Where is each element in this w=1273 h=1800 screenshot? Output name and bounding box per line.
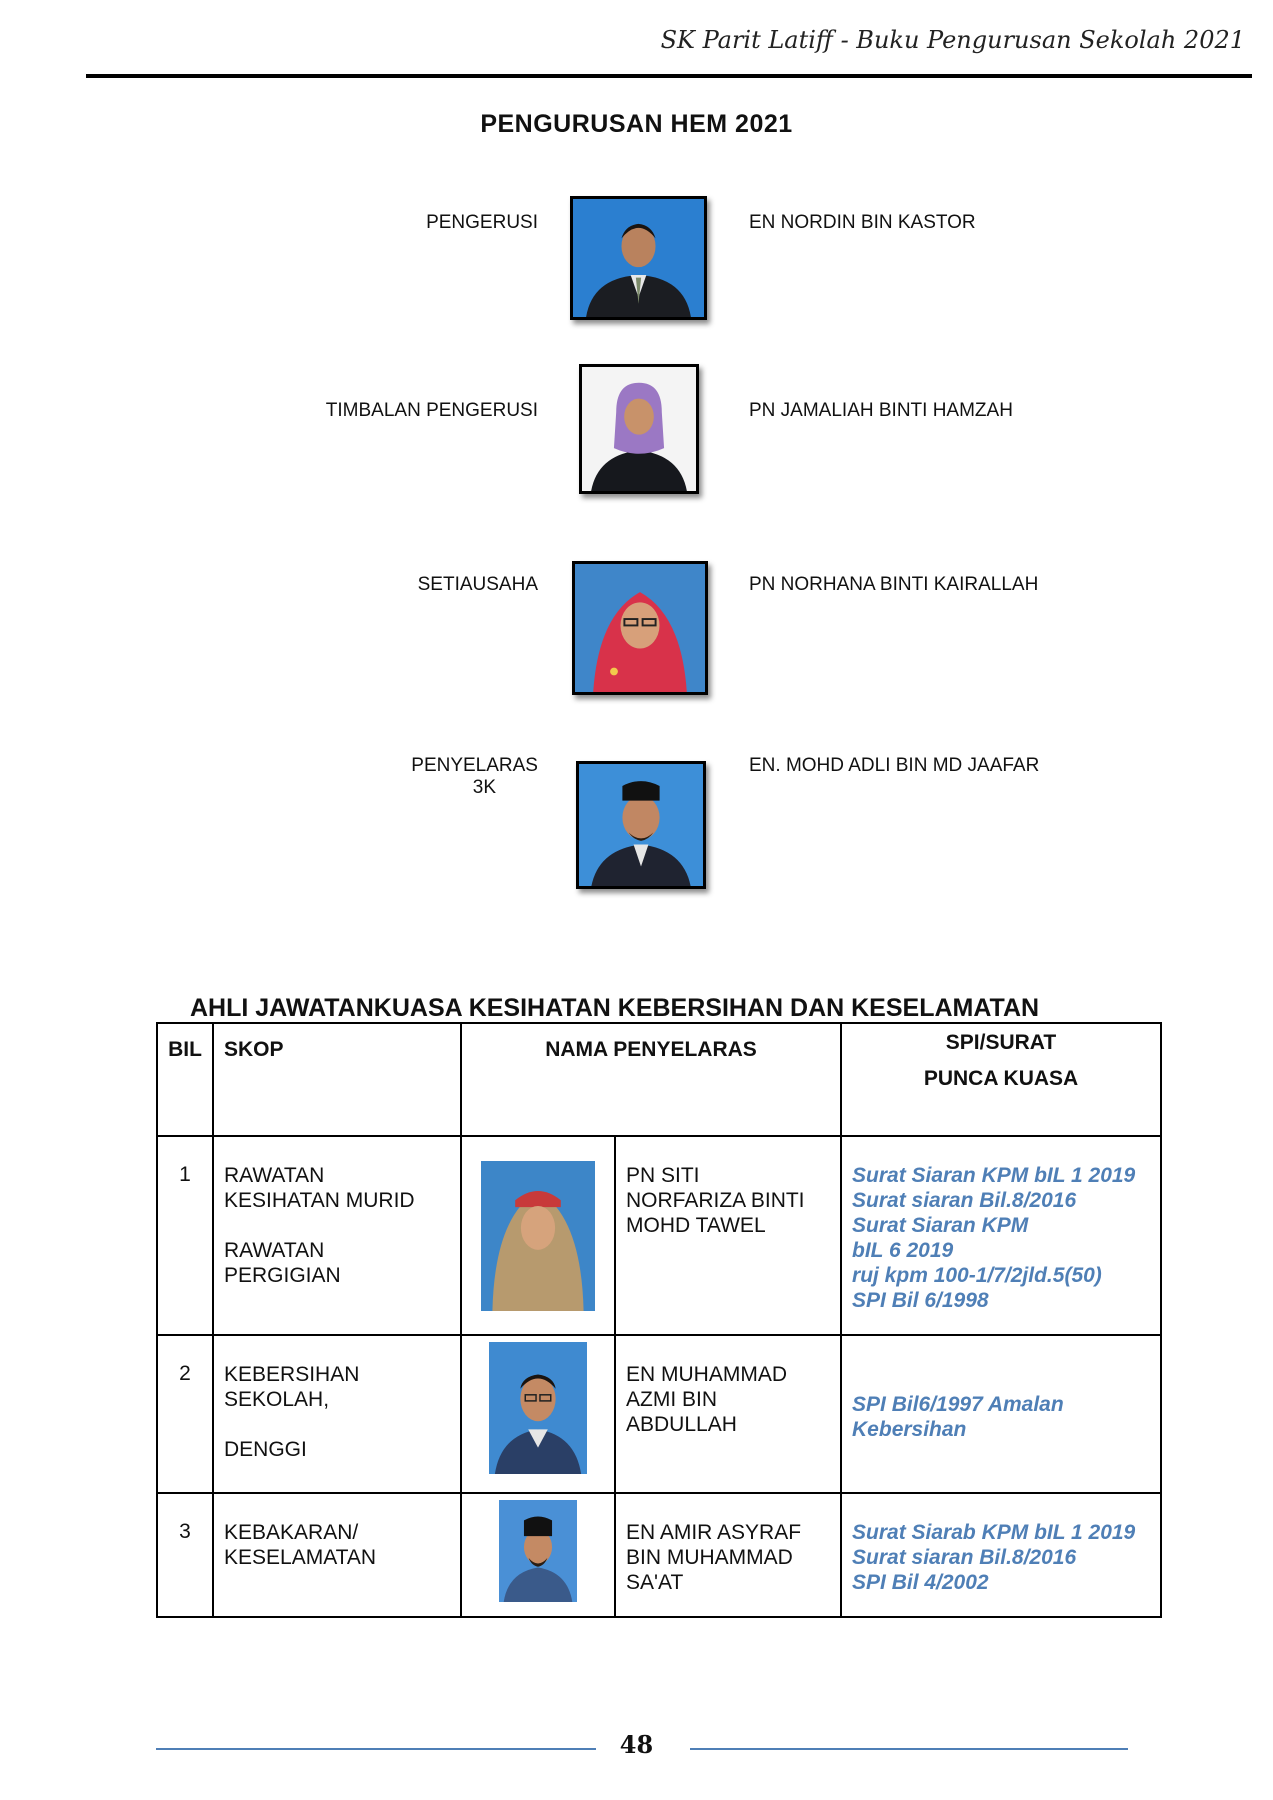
name-line: AZMI BIN [626,1388,718,1411]
row-photo-cell [461,1493,615,1617]
name-line: BIN MUHAMMAD [626,1546,793,1569]
ref-line: SPI Bil 6/1998 [852,1289,989,1312]
ref-line: Surat Siarab KPM bIL 1 2019 [852,1521,1136,1544]
row-name [615,1335,841,1493]
name-line: MOHD TAWEL [626,1214,766,1237]
skop-line: KEBAKARAN/ [224,1521,359,1544]
ref-line: Kebersihan [852,1418,967,1441]
header-spi-line1: SPI/SURAT [945,1031,1057,1054]
page-number: 48 [619,1730,654,1759]
woman-portrait-icon [481,1161,595,1311]
ref-line: Surat Siaran KPM [852,1214,1029,1237]
skop-line: KESIHATAN MURID [224,1189,415,1212]
name-line: ABDULLAH [626,1413,737,1436]
table-header-row [157,1023,1161,1136]
skop-line: PERGIGIAN [224,1264,341,1287]
name-line: NORFARIZA BINTI [626,1189,805,1212]
document-header: SK Parit Latiff - Buku Pengurusan Sekolah 2021 [660,26,1245,54]
ref-line: Surat Siaran KPM bIL 1 2019 [852,1164,1136,1187]
skop-line: SEKOLAH, [224,1388,330,1411]
woman-portrait-icon [579,364,699,494]
name-line: EN MUHAMMAD [626,1363,787,1386]
name-line: EN AMIR ASYRAF [626,1521,802,1544]
name-line: PN SITI [626,1164,700,1187]
row-skop [213,1335,461,1493]
man-portrait-icon [576,761,706,889]
role-label: TIMBALAN PENGERUSI [325,400,538,421]
header-skop: SKOP [213,1023,461,1136]
ref-line: Surat siaran Bil.8/2016 [852,1546,1077,1569]
row-name [615,1136,841,1335]
row-photo-cell [461,1136,615,1335]
committee-title: AHLI JAWATANKUASA KESIHATAN KEBERSIHAN DAN KESELAMATAN [190,994,1040,1022]
header-spi [841,1023,1161,1136]
header-nama: NAMA PENYELARAS [461,1023,841,1136]
man-portrait-icon [489,1342,587,1474]
row-refs [841,1493,1161,1617]
skop-line: RAWATAN [224,1164,325,1187]
ref-line: SPI Bil6/1997 Amalan [852,1393,1064,1416]
row-refs [841,1335,1161,1493]
committee-table [156,1022,1162,1618]
header-divider [86,74,1252,78]
person-name: PN JAMALIAH BINTI HAMZAH [749,400,1013,421]
woman-portrait-icon [572,561,708,695]
ref-line: bIL 6 2019 [852,1239,954,1262]
row-refs [841,1136,1161,1335]
ref-line: Surat siaran Bil.8/2016 [852,1189,1077,1212]
table-row [157,1136,1161,1335]
man-portrait-icon [499,1500,577,1602]
person-name: PN NORHANA BINTI KAIRALLAH [749,574,1039,595]
page-title: PENGURUSAN HEM 2021 [480,110,793,138]
header-bil: BIL [157,1023,213,1136]
row-bil: 2 [157,1335,213,1493]
row-skop [213,1493,461,1617]
role-label-line1: PENYELARAS [411,755,538,776]
ref-line: ruj kpm 100-1/7/2jld.5(50) [852,1264,1102,1287]
row-bil: 3 [157,1493,213,1617]
role-label [238,755,538,799]
person-name: EN NORDIN BIN KASTOR [749,212,976,233]
role-label: PENGERUSI [426,212,538,233]
spacer [224,1213,450,1238]
skop-line: KESELAMATAN [224,1546,377,1569]
table-row [157,1493,1161,1617]
ref-line: SPI Bil 4/2002 [852,1571,989,1594]
row-skop [213,1136,461,1335]
row-bil: 1 [157,1136,213,1335]
name-line: SA'AT [626,1571,684,1594]
skop-line: KEBERSIHAN [224,1363,360,1386]
row-photo-cell [461,1335,615,1493]
skop-line: RAWATAN [224,1239,325,1262]
skop-line: DENGGI [224,1438,307,1461]
role-label-line2: 3K [472,777,496,798]
spacer [224,1412,450,1437]
footer-rule-right [690,1748,1128,1750]
row-name [615,1493,841,1617]
man-portrait-icon [570,196,707,320]
person-name: EN. MOHD ADLI BIN MD JAAFAR [749,755,1040,776]
table-row [157,1335,1161,1493]
role-label: SETIAUSAHA [417,574,538,595]
header-spi-line2: PUNCA KUASA [923,1067,1079,1090]
